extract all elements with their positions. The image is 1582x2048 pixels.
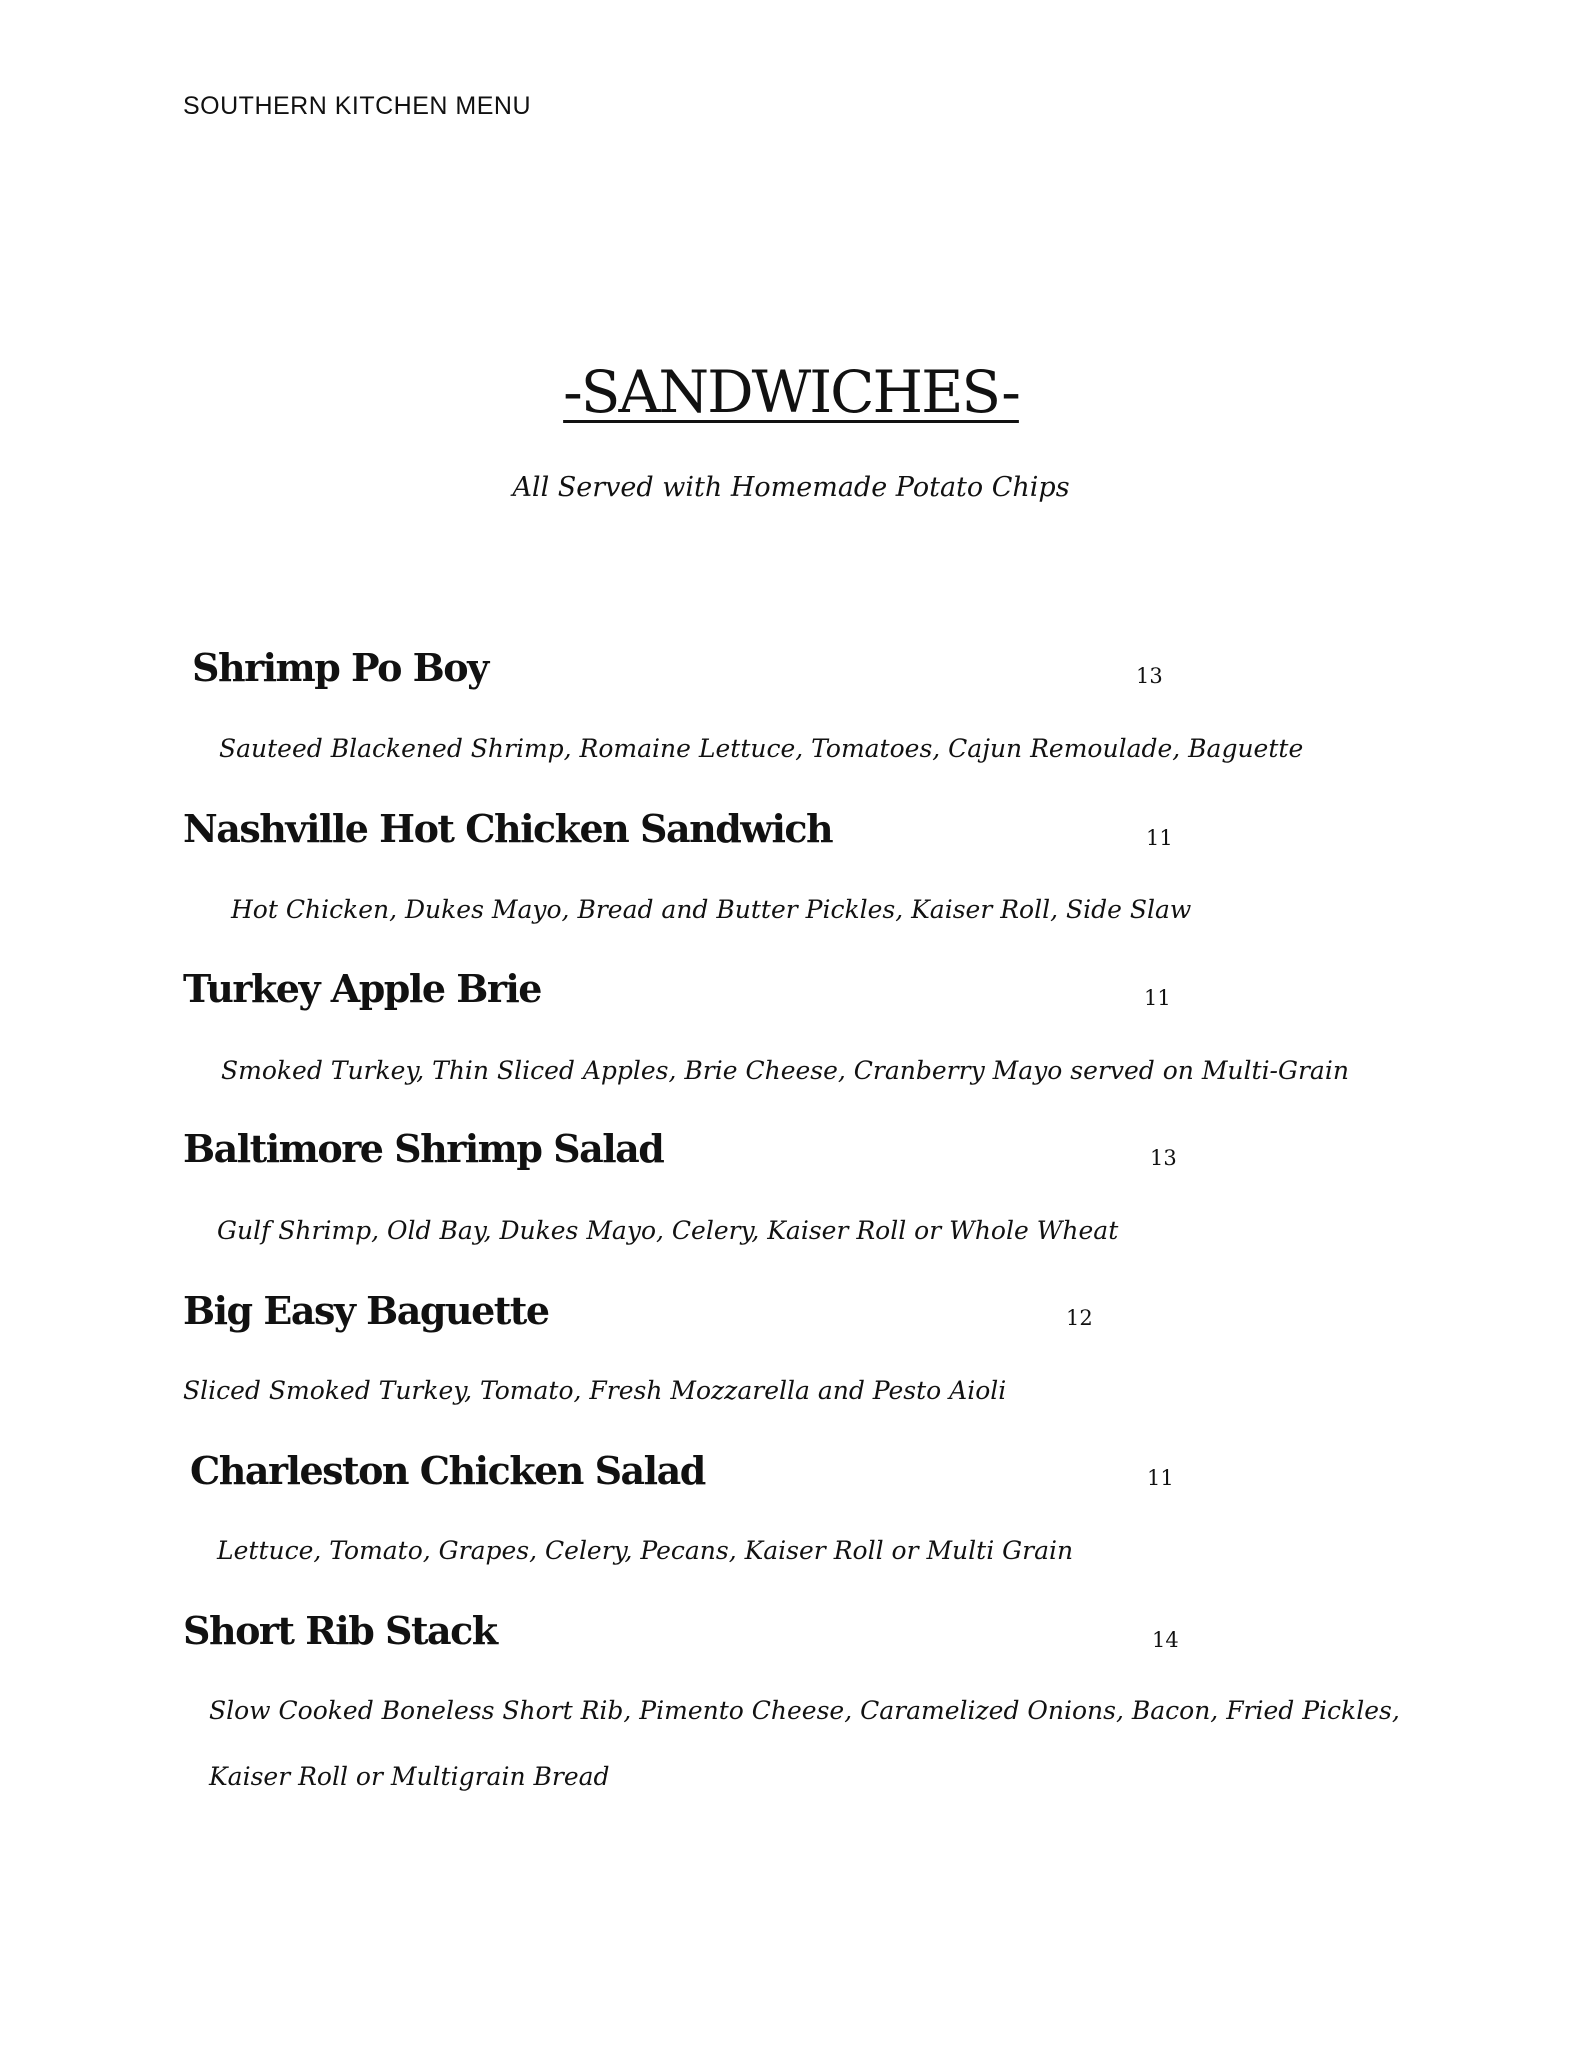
item-name-big-easy-baguette: Big Easy Baguette	[183, 1288, 549, 1333]
item-price-short-rib-stack: 14	[1152, 1628, 1179, 1652]
item-description-big-easy-baguette: Sliced Smoked Turkey, Tomato, Fresh Mozzarella and Pesto Aioli	[183, 1376, 1007, 1405]
item-name-charleston-chicken-salad: Charleston Chicken Salad	[190, 1448, 705, 1493]
item-price-nashville-hot-chicken: 11	[1146, 826, 1173, 850]
item-price-big-easy-baguette: 12	[1066, 1306, 1093, 1330]
section-title: -SANDWICHES-	[563, 358, 1019, 426]
item-description-charleston-chicken-salad: Lettuce, Tomato, Grapes, Celery, Pecans, Kaiser Roll or Multi Grain	[217, 1536, 1074, 1565]
item-description-short-rib-stack: Slow Cooked Boneless Short Rib, Pimento Cheese, Caramelized Onions, Bacon, Fried Pickles, Kaiser Roll or Multigrain Bread	[209, 1696, 1400, 1791]
item-description-nashville-hot-chicken: Hot Chicken, Dukes Mayo, Bread and Butter Pickles, Kaiser Roll, Side Slaw	[231, 895, 1192, 924]
item-price-baltimore-shrimp-salad: 13	[1150, 1146, 1177, 1170]
section-subtitle: All Served with Homemade Potato Chips	[512, 472, 1070, 503]
item-description-turkey-apple-brie: Smoked Turkey, Thin Sliced Apples, Brie Cheese, Cranberry Mayo served on Multi-Grain	[221, 1056, 1349, 1085]
item-name-shrimp-po-boy: Shrimp Po Boy	[192, 645, 488, 690]
item-name-baltimore-shrimp-salad: Baltimore Shrimp Salad	[183, 1126, 664, 1171]
item-price-charleston-chicken-salad: 11	[1147, 1466, 1174, 1490]
item-description-baltimore-shrimp-salad: Gulf Shrimp, Old Bay, Dukes Mayo, Celery, Kaiser Roll or Whole Wheat	[217, 1216, 1119, 1245]
item-name-turkey-apple-brie: Turkey Apple Brie	[183, 966, 541, 1011]
item-price-shrimp-po-boy: 13	[1136, 664, 1163, 688]
item-price-turkey-apple-brie: 11	[1144, 986, 1171, 1010]
item-name-nashville-hot-chicken: Nashville Hot Chicken Sandwich	[183, 806, 833, 851]
menu-header: SOUTHERN KITCHEN MENU	[183, 92, 532, 120]
item-name-short-rib-stack: Short Rib Stack	[183, 1608, 497, 1653]
item-description-shrimp-po-boy: Sauteed Blackened Shrimp, Romaine Lettuce, Tomatoes, Cajun Remoulade, Baguette	[219, 734, 1304, 763]
